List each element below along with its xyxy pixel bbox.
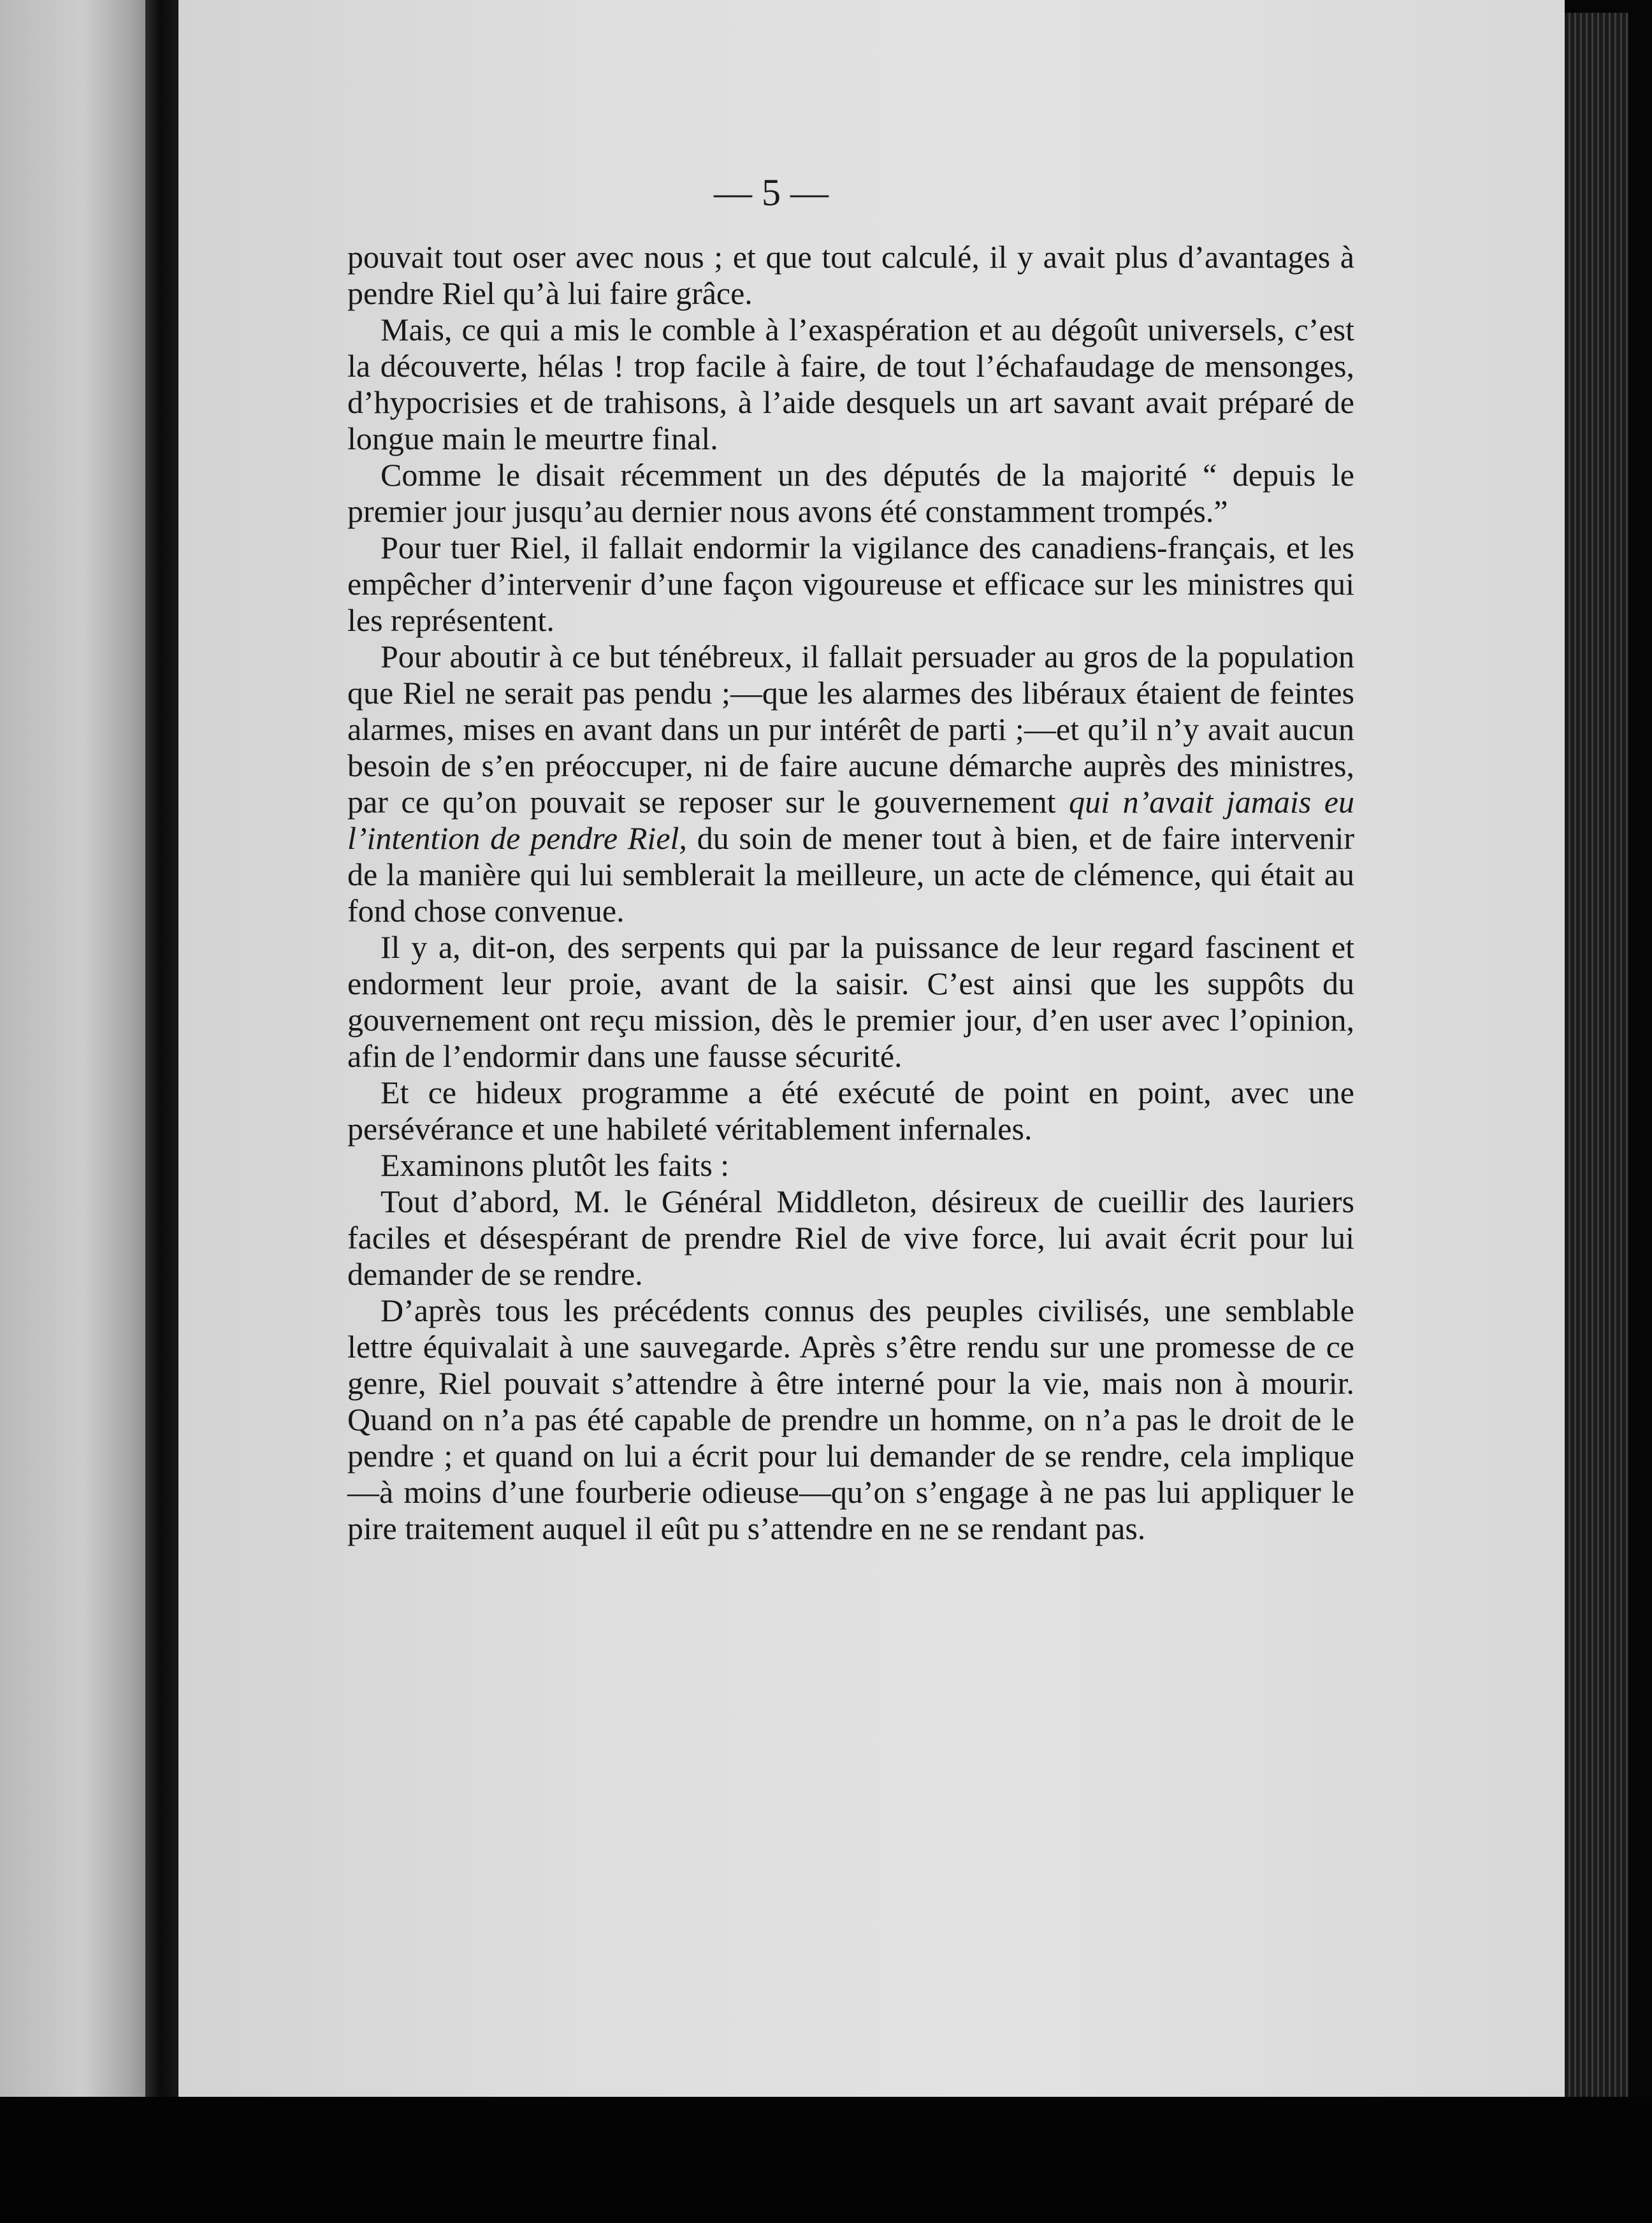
paragraph <box>347 1184 1354 1293</box>
paragraph <box>347 1293 1354 1547</box>
left-page-edge <box>0 0 150 2122</box>
paragraph <box>347 239 1354 312</box>
paragraph-text: Pour aboutir à ce but ténébreux, il fallait persuader au gros de la population que Riel ne serait pas pendu ;—que les alarmes des libéraux étaient de feintes alarmes, mises en avant dans un pur intérêt de parti ;—et qu’il n’y avait aucun besoin de s’en préoccuper, ni de faire aucune démarche auprès des ministres, par ce qu’on pouvait se reposer sur le gouvernement <box>347 639 1354 820</box>
paragraph <box>347 1147 1354 1184</box>
paragraph-text: Pour tuer Riel, il fallait endormir la vigilance des canadiens-français, et les empêcher d’intervenir d’une façon vigoureuse et efficace sur les ministres qui les représentent. <box>347 530 1354 638</box>
paragraph-text: Comme le disait récemment un des députés de la majorité “ depuis le premier jour jusqu’au dernier nous avons été constamment trompés.” <box>347 457 1354 529</box>
paragraph-text: Et ce hideux programme a été exécuté de point en point, avec une persévérance et une habileté véritablement infernales. <box>347 1075 1354 1147</box>
paragraph-text: D’après tous les précédents connus des peuples civilisés, une semblable lettre équivalait à une sauvegarde. Après s’être rendu sur une promesse de ce genre, Riel pouvait s’attendre à être interné pour la vie, mais non à mourir. Quand on n’a pas été capable de prendre un homme, on n’a pas le droit de le pendre ; et quand on lui a écrit pour lui demander de se rendre, cela implique—à moins d’une fourberie odieuse—qu’on s’engage à ne pas lui appliquer le pire traitement auquel il eût pu s’attendre en ne se rendant pas. <box>347 1293 1354 1546</box>
paragraph <box>347 457 1354 530</box>
paragraph-text: du soin de mener tout à bien, et de faire intervenir de la manière qui lui semblerait la meilleure, un acte de clémence, qui était au fond chose convenue. <box>347 820 1355 929</box>
page-stack-edge <box>1565 13 1628 2116</box>
paragraph <box>347 929 1354 1075</box>
italic-phrase: qui n’avait jamais eu l’intention de pendre Riel, <box>347 784 1355 856</box>
paragraph <box>347 639 1354 929</box>
paragraph-text: Il y a, dit-on, des serpents qui par la puissance de leur regard fascinent et endorment leur proie, avant de la saisir. C’est ainsi que les suppôts du gouvernement ont reçu mission, dès le premier jour, d’en user avec l’opinion, afin de l’endormir dans une fausse sécurité. <box>347 929 1354 1074</box>
paragraph-text: Tout d’abord, M. le Général Middleton, désireux de cueillir des lauriers faciles et désespérant de prendre Riel de vive force, lui avait écrit pour lui demander de se rendre. <box>347 1184 1354 1292</box>
scan-background <box>0 2097 1652 2223</box>
paragraph <box>347 312 1354 457</box>
paragraph <box>347 1075 1354 1147</box>
page-number: — 5 — <box>714 171 829 214</box>
body-text <box>347 239 1354 1547</box>
paragraph-text: Mais, ce qui a mis le comble à l’exaspération et au dégoût universels, c’est la découverte, hélas ! trop facile à faire, de tout l’échafaudage de mensonges, d’hypocrisies et de trahisons, à l’aide desquels un art savant avait préparé de longue main le meurtre final. <box>347 312 1354 456</box>
paragraph <box>347 530 1354 639</box>
paragraph-text: Examinons plutôt les faits : <box>380 1147 730 1183</box>
book-gutter <box>145 0 184 2116</box>
paragraph-text: pouvait tout oser avec nous ; et que tout calculé, il y avait plus d’avantages à pendre Riel qu’à lui faire grâce. <box>347 239 1354 311</box>
